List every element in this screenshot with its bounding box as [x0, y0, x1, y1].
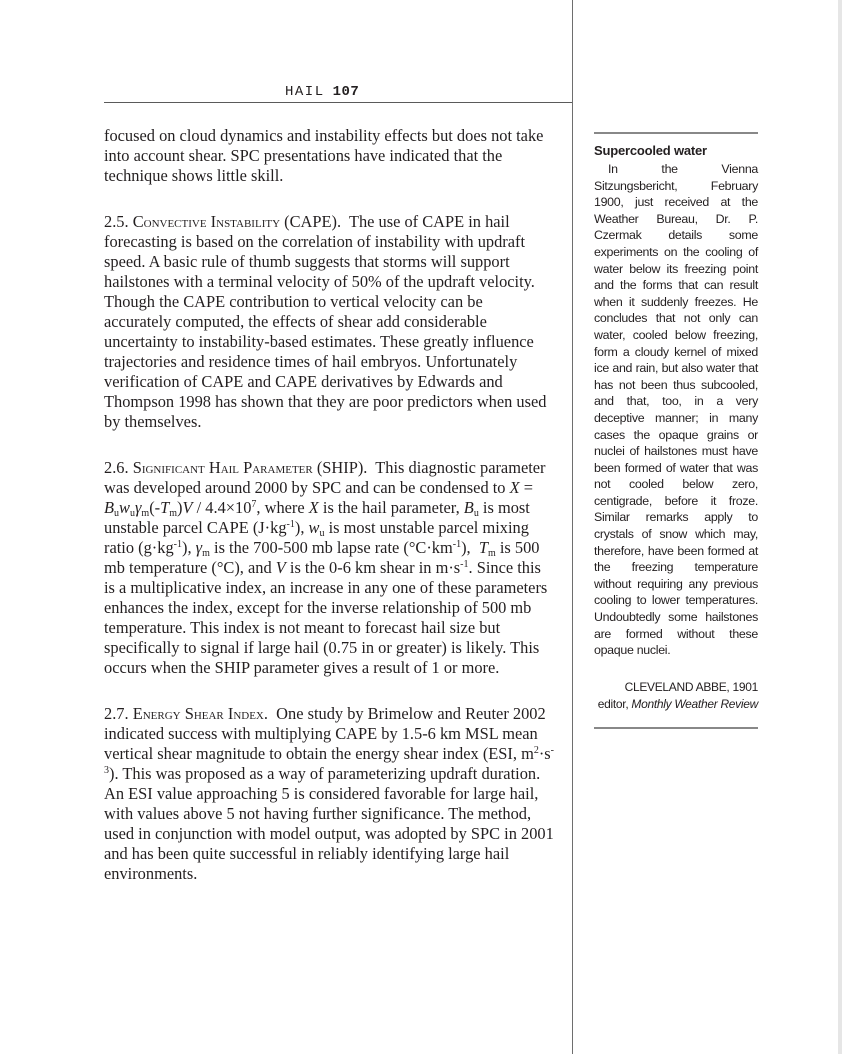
var-x: X [308, 498, 319, 517]
var-b: B [104, 498, 115, 517]
body-text: is the 0-6 km shear in m·s [289, 558, 461, 577]
var-v: V [182, 498, 193, 517]
var-v: V [275, 558, 286, 577]
page-number: 107 [332, 84, 360, 100]
column-divider [572, 0, 573, 1054]
body-text: is 500 mb temperature (°C), and [104, 538, 540, 577]
body-text: ). This was proposed as a way of parameterizing updraft duration. An ESI value approaching 5 is considered favorable for large hail, with values above 5 not having further significance. The method, used in conjunction with model output, was adopted by SPC in 2001 and has been quite successful in reliably identifying large hail environments. [104, 764, 554, 883]
attribution-source [594, 696, 758, 713]
running-head [285, 84, 359, 102]
subscript: u [129, 508, 135, 519]
section-heading: Convective Instability [132, 212, 281, 231]
attribution-publication: Monthly Weather Review [631, 696, 758, 711]
section-number: 2.5. [104, 212, 129, 231]
subscript: m [141, 508, 150, 519]
body-text: ), [461, 538, 471, 557]
subscript: m [202, 548, 210, 559]
paren: ) [177, 498, 183, 517]
paragraph-continued: focused on cloud dynamics and instability effects but does not take into account shear. SPC presentations have indicated that the technique shows little skill. [104, 126, 544, 185]
section-number: 2.7. [104, 704, 129, 723]
var-gamma: γ [195, 538, 203, 557]
page-edge [838, 0, 842, 1054]
sidebar [594, 132, 758, 729]
superscript: -1 [452, 539, 462, 550]
var-t: T [478, 538, 488, 557]
body-text: , where [256, 498, 305, 517]
header-rule [104, 102, 572, 103]
body-text: ), [181, 538, 192, 557]
body-text: ), [294, 518, 305, 537]
var-b: B [463, 498, 474, 517]
sidebar-bottom-rule [594, 727, 758, 729]
section-2-7: 2.7. Energy Shear Index. One study by Brimelow and Reuter 2002 indicated success with multiplying CAPE by 1.5-6 km MSL mean vertical shear magnitude to obtain the energy shear index (ESI, $m^2\cdot s^{-3}$). This was proposed as a way of parameterizing updraft duration. An ESI value approaching 5 is considered favorable for large hail, with values above 5 not having further significance. The method, used in conjunction with model output, was adopted by SPC in 2001 and has been quite successful in reliably identifying large hail environments. [104, 704, 555, 883]
var-w: w [119, 498, 130, 517]
body-text: is the 700-500 mb lapse rate (°C·km [214, 538, 453, 557]
sidebar-title: Supercooled water [594, 143, 707, 158]
superscript: -1 [286, 519, 295, 530]
var-w: w [308, 518, 320, 537]
sidebar-top-rule [594, 132, 758, 134]
body-text: is most unstable parcel CAPE (J·kg [104, 498, 530, 537]
superscript: -3 [104, 745, 555, 776]
superscript: 7 [251, 499, 257, 510]
section-2-6 [104, 458, 554, 678]
main-column [104, 126, 554, 884]
body-text: One study by Brimelow and Reuter 2002 indicated success with multiplying CAPE by 1.5-6 km MSL mean vertical shear magnitude to obtain the energy shear index (ESI, m [104, 704, 546, 763]
divisor: / 4.4×10 [196, 498, 252, 517]
attribution-author: CLEVELAND ABBE, 1901 [624, 679, 758, 694]
subscript: u [319, 528, 325, 539]
body-text: is the hail parameter, [322, 498, 460, 517]
var-x: X [509, 478, 520, 497]
section-heading: Energy Shear Index [132, 704, 264, 723]
subscript: m [169, 508, 178, 519]
superscript: 2 [533, 745, 539, 756]
sidebar-attribution [594, 679, 758, 713]
body-text: . Since this is a multiplicative index, an increase in any one of these parameters enhances the index, except for the inverse relationship of 500 mb temperature. This index is not meant to forecast hail size but specifically to signal if large hail (0.75 in or greater) is likely. This occurs when the SHIP parameter gives a result of 1 or more. [104, 558, 548, 677]
section-number: 2.6. [104, 458, 129, 477]
sidebar-body: In the Vienna Sitzungsbericht, February 1900, just received at the Weather Bureau, Dr. P. Czermak details some experiments on the cooling of water below its freezing point and the forms that can result when it suddenly freezes. He concludes that not only can water, cooled below freezing, form a cloudy kernel of mixed ice and rain, but also water that has not been thus subcooled, and that, too, in a very deceptive manner; in many cases the opaque grains or nuclei of hailstones must have been formed of water that was not cooled below zero, centigrade, before it froze. Similar remarks apply to crystals of snow which may, therefore, have been formed at the freezing temperature without requiring any previous cooling to lower temperatures. Undoubtedly some hailstones are formed without these opaque nuclei. [594, 162, 758, 658]
section-abbr: (SHIP). [316, 458, 368, 477]
section-heading: Significant Hail Parameter [132, 458, 313, 477]
running-title: HAIL [285, 84, 325, 100]
section-abbr: (CAPE). [284, 212, 342, 231]
body-text: This diagnostic parameter was developed around 2000 by SPC and can be condensed to [104, 458, 546, 497]
superscript: -1 [460, 559, 469, 570]
var-t: T [160, 498, 170, 517]
section-2-5 [104, 212, 554, 432]
var-gamma: γ [134, 498, 142, 517]
section-body: The use of CAPE in hail forecasting is based on the correlation of instability with updraft speed. A basic rule of thumb suggests that storms will support hailstones with a terminal velocity of 50% of the updraft velocity. Though the CAPE contribution to vertical velocity can be accurately computed, the effects of shear add considerable uncertainty to instability-based estimates. These greatly influence trajectories and residence times of hail embryos. Unfortunately verification of CAPE and CAPE derivatives by Edwards and Thompson 1998 has shown that they are poor predictors when used by themselves. [104, 212, 547, 431]
subscript: u [473, 508, 479, 519]
attribution-role: editor, [597, 696, 629, 711]
equals: = [523, 478, 533, 497]
paren: (- [149, 498, 161, 517]
superscript: -1 [173, 539, 182, 550]
subscript: m [487, 548, 496, 559]
body-text: ·s [538, 744, 551, 763]
body-text: is most unstable parcel mixing ratio (g·kg [104, 518, 529, 557]
subscript: u [114, 508, 120, 519]
